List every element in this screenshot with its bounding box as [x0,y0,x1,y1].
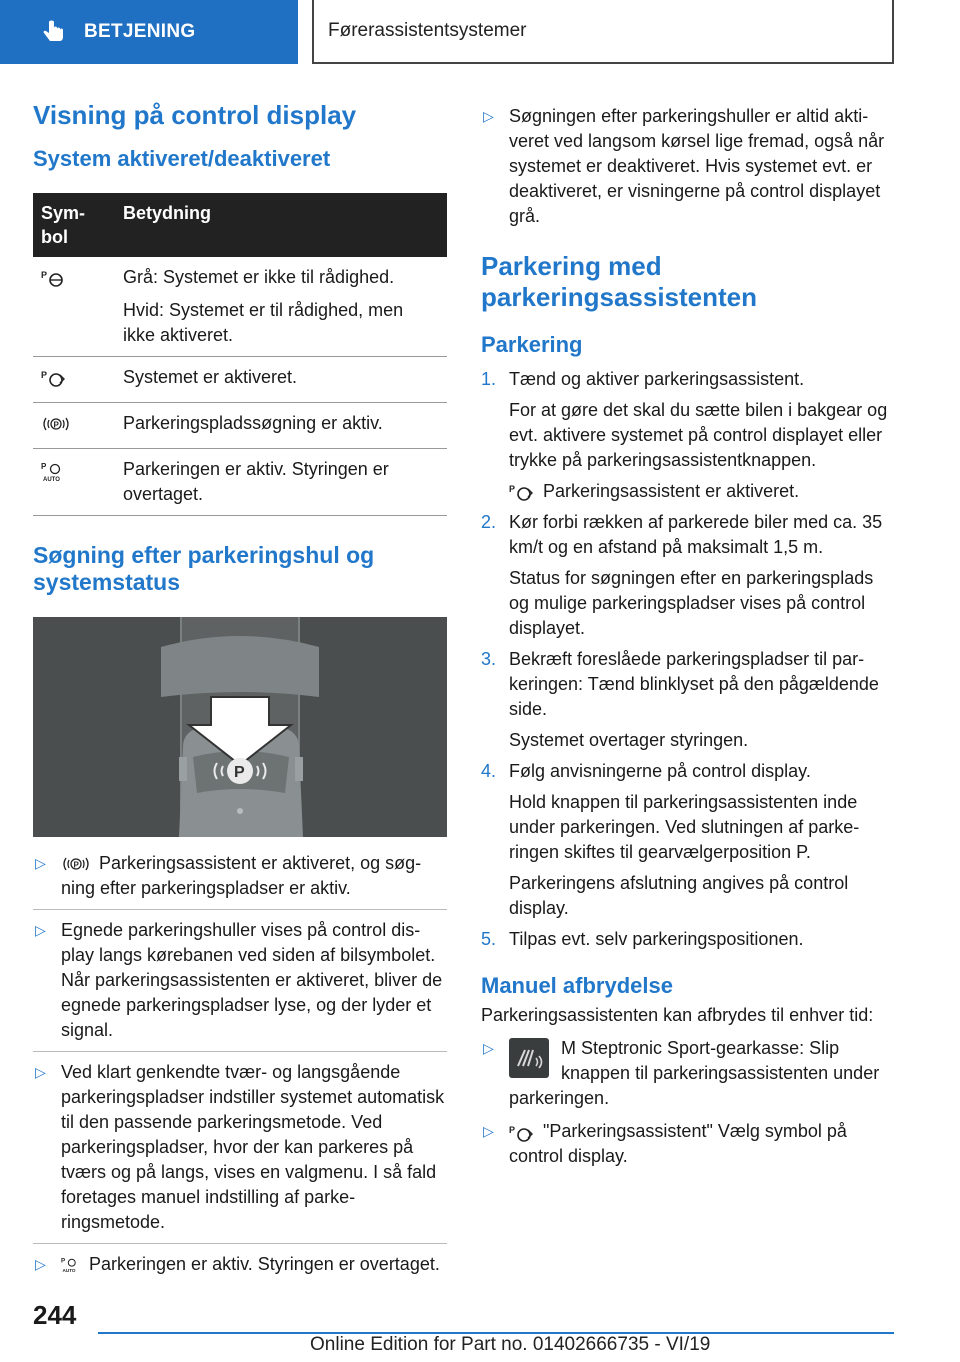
col-meaning-header: Betydning [115,193,447,257]
parking-display-figure [33,617,447,837]
triangle-bullet-icon: ▷ [483,108,494,124]
table-row [33,257,447,357]
right-column [481,100,896,1177]
step-text: Kør forbi rækken af parkerede biler med ca. 35 km/t og en afstand på maksimalt 1,5 m. [509,511,883,557]
edition-text: Online Edition for Part no. 01402666735 - VI/19 [310,1334,711,1355]
step-text: Følg anvisningerne på control display. [509,760,811,781]
step-item [481,927,896,952]
park-assist-active-icon [509,483,535,501]
svg-text:AUTO: AUTO [62,1268,76,1274]
step-item [481,647,896,753]
chapter-tab [0,0,298,64]
svg-text:P: P [61,1257,66,1265]
symbol-table [33,193,447,516]
cancel-intro: Parkeringsassistenten kan afbrydes til enhver tid: [481,1005,874,1026]
search-note-list [481,104,896,229]
col-symbol-header: Sym- bol [33,193,115,257]
step-detail: Parkeringsassistent er aktiveret. [543,480,800,501]
step-detail: Systemet overtager styringen. [509,729,749,750]
hand-pointer-icon [40,19,66,45]
heading-parking-sub: Parkering [481,332,583,358]
list-item [33,851,447,901]
step-detail: Parkeringens afslutning angives på control display. [509,872,849,918]
table-cell-text: Grå: Systemet er ikke til rådighed. [123,266,395,287]
table-cell-text: Parkeringspladssøgning er aktiv. [123,412,383,433]
step-item [481,367,896,504]
step-detail: Hold knappen til parkeringsassistenten inde under parkeringen. Ved slutningen af parkeringen skiftes til gearvælgerposition P. [509,791,860,862]
step-number: 3. [481,648,497,669]
step-text: Bekræft foreslåede parkeringspladser til parkeringen: Tænd blinklyset på den pågældende side. [509,648,879,719]
table-cell-text: Hvid: Systemet er til rådighed, men ikke aktiveret. [123,299,404,345]
step-detail: Status for søgningen efter en parkeringsplads og mulige parkeringspladser vises på control displayet. [509,567,874,638]
parking-search-icon [41,415,71,433]
step-number: 5. [481,928,497,949]
svg-text:P: P [73,860,79,870]
svg-text:P: P [41,369,48,380]
list-item [33,1051,447,1235]
step-number: 2. [481,511,497,532]
table-row [33,402,447,448]
park-auto-icon [61,1254,81,1276]
triangle-bullet-icon: ▷ [483,1040,494,1057]
step-item [481,759,896,921]
step-item [481,510,896,641]
step-detail-icon-line [509,479,896,504]
list-item-text: Parkeringsassistent er aktiveret, og søgning efter parkeringspladser er aktiv. [61,852,422,898]
park-assist-active-icon [509,1124,535,1142]
park-assist-active-icon [41,369,67,387]
park-assist-icon [41,269,65,287]
parking-search-icon [61,855,91,873]
triangle-bullet-icon: ▷ [35,921,46,938]
list-item [33,909,447,1043]
triangle-bullet-icon: ▷ [483,1123,494,1140]
section-tab [312,0,894,64]
steps-list [481,367,896,952]
table-cell-text: Parkeringen er aktiv. Styringen er overtaget. [123,458,389,504]
heading-parking: Parkering med parkeringsassistenten [481,251,758,313]
list-item-text: Parkeringen er aktiv. Styringen er overtaget. [89,1253,440,1274]
list-item [33,1243,447,1277]
section-label: Førerassistentsystemer [328,20,527,41]
svg-text:P: P [234,763,245,781]
list-item-text: Egnede parkeringshuller vises på control display langs kørebanen ved siden af bilsymbolet. Når parkeringsassistenten er aktiveret, bliver de egnede parkeringspladser lyse, og der lyder et signal. [61,919,443,1040]
cancel-list [481,1036,896,1169]
list-item-text: Ved klart genkendte tvær- og langsgående parkeringspladser indstiller systemet automatisk til den passende parkeringsmetode. Ved parkeringspladser, hvor der kan parkeres på tværs og på langs, vises en valgmenu. I så fald foretages manuel indstilling af parkeringsmetode. [61,1061,445,1232]
svg-text:P: P [509,1124,516,1135]
triangle-bullet-icon: ▷ [35,1255,46,1272]
heading-status: System aktiveret/deaktiveret [33,146,331,172]
svg-text:AUTO: AUTO [43,476,60,483]
step-number: 1. [481,368,497,389]
step-text: Tilpas evt. selv parkeringspositionen. [509,928,804,949]
left-column [33,100,447,1285]
table-row [33,356,447,402]
heading-display: Visning på control display [33,100,357,130]
park-auto-icon [41,461,67,483]
svg-text:P: P [41,269,48,280]
list-item [481,1036,896,1111]
chapter-label: BETJENING [84,21,196,42]
step-detail: For at gøre det skal du sætte bilen i bakgear og evt. aktivere systemet på control displayet eller trykke på parkeringsassistentknappen. [509,399,888,470]
svg-text:P: P [53,420,59,430]
heading-cancel: Manuel afbrydelse [481,972,673,998]
step-number: 4. [481,760,497,781]
triangle-bullet-icon: ▷ [35,854,46,871]
status-list [33,851,447,1277]
list-item-text: M Steptronic Sport-gearkasse: Slip knappen til parkeringsassistenten under parkeringen. [509,1038,880,1109]
list-item-text: "Parkeringsassistent" Vælg symbol på control display. [509,1121,847,1167]
heading-search: Søgning efter parkeringshul og systemstatus [33,541,375,596]
triangle-bullet-icon: ▷ [35,1063,46,1080]
car-display-illustration [33,617,447,837]
page-number: 244 [33,1300,77,1330]
svg-text:P: P [41,461,47,471]
park-assist-button-icon [509,1038,549,1078]
table-cell-text: Systemet er aktiveret. [123,366,298,387]
list-item [481,1119,896,1169]
list-item-text: Søgningen efter parkeringshuller er altid aktiveret ved langsom kørsel lige fremad, også når systemet er deaktiveret. Hvis systemet evt. er deaktiveret, er visningerne på control displayet grå. [509,106,885,226]
step-text: Tænd og aktiver parkeringsassistent. [509,368,805,389]
list-item [481,104,896,229]
svg-text:P: P [509,484,516,495]
table-row [33,448,447,515]
